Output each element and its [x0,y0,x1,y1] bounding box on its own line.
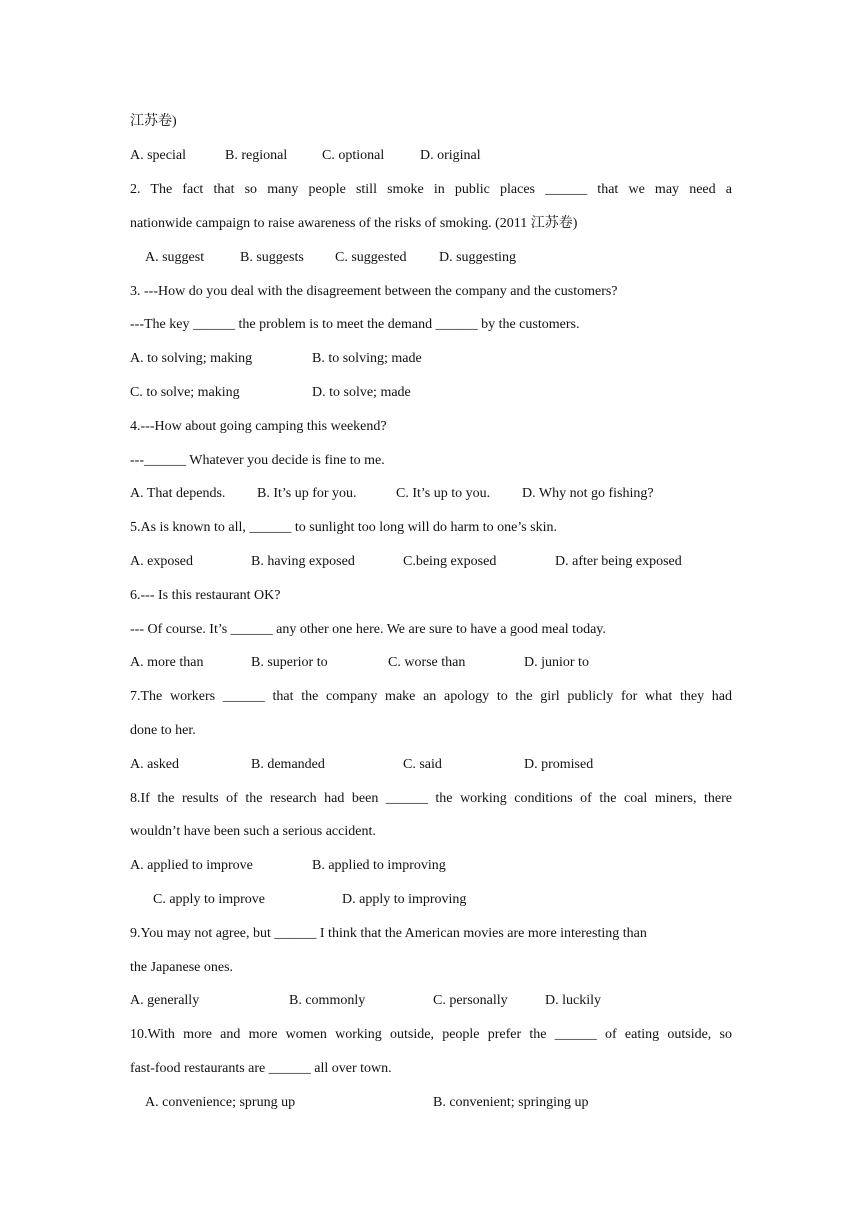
option-d: D. after being exposed [555,554,682,569]
question-3-text-cont: ---The key ______ the problem is to meet the demand ______ by the customers. [130,317,580,332]
option-a: A. generally [130,993,200,1008]
question-5-text: 5.As is known to all, ______ to sunlight too long will do harm to one’s skin. [130,520,557,535]
option-b: B. to solving; made [312,351,422,366]
question-8-text: 8.If the results of the research had been ______ the working conditions of the coal miners, there [130,791,732,806]
option-a: A. to solving; making [130,351,253,366]
option-a: A. asked [130,757,179,772]
question-4-text-cont: ---______ Whatever you decide is fine to me. [130,453,385,468]
option-a: A. exposed [130,554,193,569]
option-b: B. demanded [251,757,325,772]
question-10-text: 10.With more and more women working outside, people prefer the ______ of eating outside, so [130,1027,732,1042]
option-a: A. convenience; sprung up [145,1095,296,1110]
option-d: D. to solve; made [312,385,411,400]
option-d: D. Why not go fishing? [522,486,654,501]
question-text: 江苏卷) [130,114,177,129]
option-a: A. suggest [145,250,205,265]
option-b: B. regional [225,148,288,163]
option-d: D. suggesting [439,250,516,265]
question-2-text-cont: nationwide campaign to raise awareness of the risks of smoking. (2011 江苏卷) [130,216,578,231]
option-c: C.being exposed [403,554,497,569]
question-4-text: 4.---How about going camping this weekend? [130,419,387,434]
option-d: D. luckily [545,993,601,1008]
question-7-text-cont: done to her. [130,723,196,738]
question-8-text-cont: wouldn’t have been such a serious accident. [130,824,376,839]
option-b: B. suggests [240,250,304,265]
option-c: C. It’s up to you. [396,486,491,501]
option-b: B. having exposed [251,554,355,569]
question-6-text-cont: --- Of course. It’s ______ any other one here. We are sure to have a good meal today. [130,622,606,637]
option-b: B. convenient; springing up [433,1095,589,1110]
option-d: D. junior to [524,655,589,670]
option-b: B. It’s up for you. [257,486,357,501]
question-2-text: 2. The fact that so many people still smoke in public places ______ that we may need a [130,182,732,197]
option-c: C. apply to improve [153,892,265,907]
option-d: D. promised [524,757,594,772]
option-c: C. optional [322,148,385,163]
option-b: B. applied to improving [312,858,446,873]
option-a: A. applied to improve [130,858,253,873]
option-a: A. more than [130,655,204,670]
question-6-text: 6.--- Is this restaurant OK? [130,588,281,603]
question-9-text: 9.You may not agree, but ______ I think that the American movies are more interesting than [130,926,647,941]
option-c: C. to solve; making [130,385,240,400]
option-c: C. said [403,757,442,772]
option-a: A. That depends. [130,486,226,501]
option-d: D. original [420,148,481,163]
option-c: C. worse than [388,655,466,670]
option-a: A. special [130,148,186,163]
option-c: C. suggested [335,250,407,265]
option-d: D. apply to improving [342,892,467,907]
question-3-text: 3. ---How do you deal with the disagreement between the company and the customers? [130,284,618,299]
option-b: B. commonly [289,993,366,1008]
question-10-text-cont: fast-food restaurants are ______ all over town. [130,1061,392,1076]
question-7-text: 7.The workers ______ that the company make an apology to the girl publicly for what they had [130,689,732,704]
question-9-text-cont: the Japanese ones. [130,960,234,975]
option-b: B. superior to [251,655,328,670]
option-c: C. personally [433,993,508,1008]
